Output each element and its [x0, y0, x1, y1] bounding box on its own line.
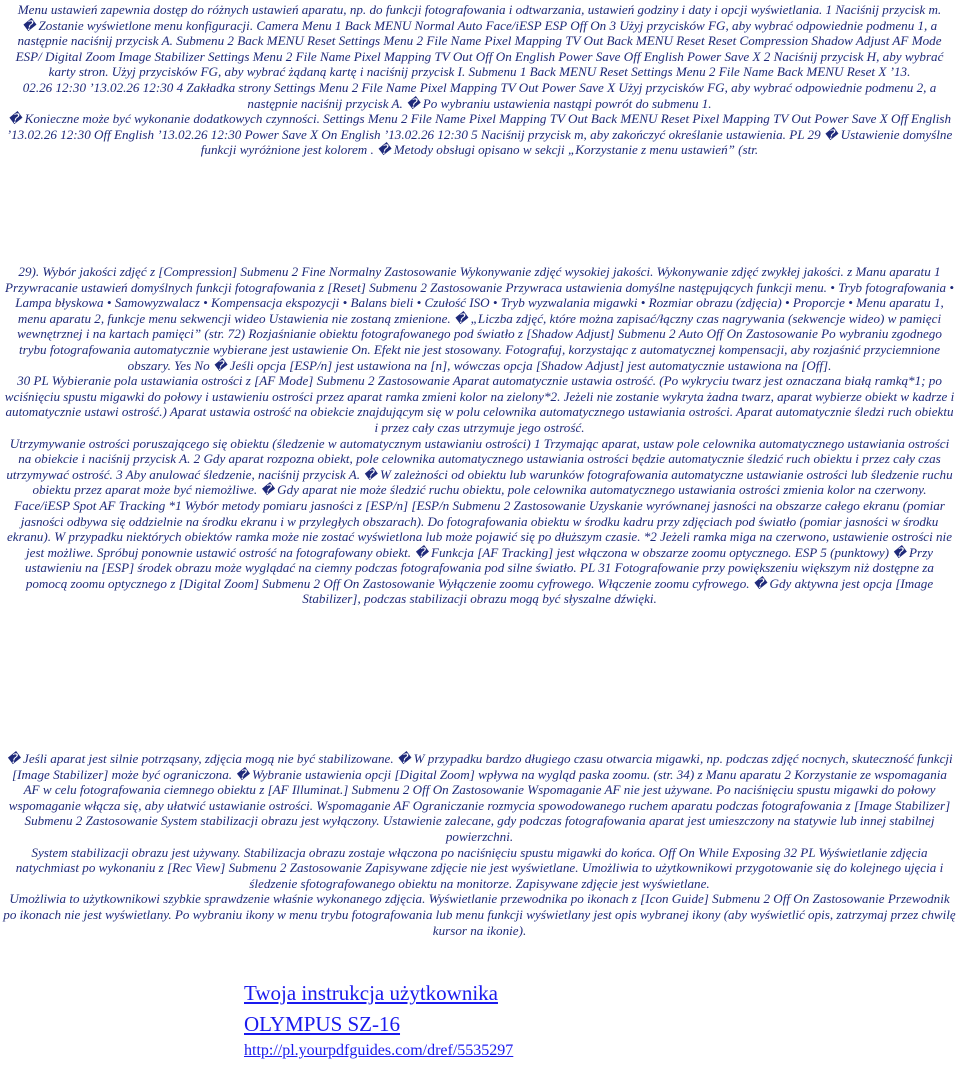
manual-text-top	[3, 2, 956, 158]
source-url-link[interactable]: http://pl.yourpdfguides.com/dref/5535297	[244, 1042, 514, 1059]
paragraph: � Jeśli aparat jest silnie potrząsany, zdjęcia mogą nie być stabilizowane. � W przypadku bardzo długiego czasu otwarcia migawki, np. podczas zdjęć nocnych, skuteczność funkcji [Image Stabilizer] może być ograniczona. � Wybranie ustawienia opcji [Digital Zoom] wpływa na wygląd paska zoomu. (str. 34) z Manu aparatu 2 Korzystanie ze wspomagania AF w celu fotografowania ciemnego obiektu z [AF Illuminat.] Submenu 2 Off On Zastosowanie Wspomaganie AF nie jest używane. Po naciśnięciu spustu migawki do połowy wspomaganie włącza się, aby ułatwić ustawianie ostrości. Wspomaganie AF Ograniczanie rozmycia spowodowanego ruchem aparatu podczas fotografowania z [Image Stabilizer] Submenu 2 Zastosowanie System stabilizacji obrazu jest wyłączony. Ustawienie zalecane, gdy podczas fotografowania aparat jest umieszczony na statywie lub innej stabilnej powierzchni.	[6, 751, 953, 844]
paragraph: System stabilizacji obrazu jest używany. Stabilizacja obrazu zostaje włączona po naciśnięciu spustu migawki do końca. Off On While Exposing 32 PL Wyświetlanie zdjęcia natychmiast po wykonaniu z [Rec View] Submenu 2 Zastosowanie Zapisywane zdjęcie nie jest wyświetlane. Umożliwia to użytkownikowi przygotowanie się do kolejnego ujęcia i śledzenie sfotografowanego obiektu na monitorze. Zapisywane zdjęcie jest wyświetlane.	[15, 844, 944, 891]
paragraph: � Konieczne może być wykonanie dodatkowych czynności. Settings Menu 2 File Name Pixel Mapping TV Out Back MENU Reset Pixel Mapping TV Out Power Save X Off English ’13.02.26 12:30 Off English ’13.02.26 12:30 Power Save X On English ’13.02.26 12:30 5 Naciśnij przycisk m, aby zakończyć określanie ustawienia. PL 29 � Ustawienie domyślne funkcji wyróżnione jest kolorem . � Metody obsługi opisano w sekcji „Korzystanie z menu ustawień” (str.	[6, 111, 953, 158]
paragraph: Menu ustawień zapewnia dostęp do różnych ustawień aparatu, np. do funkcji fotografowania i odtwarzania, ustawień godziny i daty i opcji wyświetlania. 1 Naciśnij przycisk m.	[17, 2, 942, 17]
paragraph: Umożliwia to użytkownikowi szybkie sprawdzenie właśnie wykonanego zdjęcia. Wyświetlanie przewodnika po ikonach z [Icon Guide] Submenu 2 Off On Zastosowanie Przewodnik po ikonach nie jest wyświetlany. Po wybraniu ikony w menu trybu fotografowania lub menu funkcji wyświetlany jest opis wybranej ikony (aby wyświetlić opis, zatrzymaj przez chwilę kursor na ikonie).	[3, 891, 956, 938]
manual-text-middle	[3, 264, 956, 607]
footer-links	[244, 980, 513, 1061]
model-link[interactable]: OLYMPUS SZ-16	[244, 1012, 401, 1036]
manual-title-link[interactable]: Twoja instrukcja użytkownika	[244, 981, 498, 1005]
paragraph: 02.26 12:30 ’13.02.26 12:30 4 Zakładka strony Settings Menu 2 File Name Pixel Mapping TV Out Power Save X Użyj przycisków FG, aby wybrać odpowiednie podmenu 2, a następnie naciśnij przycisk A. � Po wybraniu ustawienia nastąpi powrót do submenu 1.	[22, 79, 937, 111]
paragraph: Utrzymywanie ostrości poruszającego się obiektu (śledzenie w automatycznym ustawianiu ostrości) 1 Trzymając aparat, ustaw pole celownika automatycznego ustawiania ostrości na obiekcie i naciśnij przycisk A. 2 Gdy aparat rozpozna obiekt, pole celownika automatycznego ustawiania ostrości będzie automatycznie śledzić ruch obiektu i przez cały czas utrzymywać ostrość. 3 Aby anulować śledzenie, naciśnij przycisk A. � W zależności od obiektu lub warunków fotografowania automatyczne ustawianie ostrości lub śledzenie ruchu obiektu przez aparat może być niemożliwe. � Gdy aparat nie może śledzić ruchu obiektu, pole celownika automatycznego ustawiania ostrości zmienia kolor na czerwony.	[6, 435, 953, 498]
manual-text-bottom	[3, 751, 956, 938]
paragraph: 30 PL Wybieranie pola ustawiania ostrości z [AF Mode] Submenu 2 Zastosowanie Aparat automatycznie ustawia ostrość. (Po wykryciu twarz jest oznaczana białą ramką*1; po wciśnięciu spustu migawki do połowy i ustawieniu ostrości przez aparat ramka zmieni kolor na zielony*2. Jeżeli nie zostanie wykryta żadna twarz, aparat wybierze obiekt w kadrze i automatycznie ustawi ostrość.) Aparat ustawia ostrość na obiekcie znajdującym się w polu celownika automatycznego ustawiania ostrości. Aparat automatycznie śledzi ruch obiektu i przez cały czas utrzymuje jego ostrość.	[4, 373, 955, 435]
paragraph: 29). Wybór jakości zdjęć z [Compression] Submenu 2 Fine Normalny Zastosowanie Wykonywanie zdjęć wysokiej jakości. Wykonywanie zdjęć zwykłej jakości. z Manu aparatu 1 Przywracanie ustawień domyślnych funkcji fotografowania z [Reset] Submenu 2 Zastosowanie Przywraca ustawienia domyślne następujących funkcji menu. • Tryb fotografowania • Lampa błyskowa • Samowyzwalacz • Kompensacja ekspozycji • Balans bieli • Czułość ISO • Tryb wyzwalania migawki • Rozmiar obrazu (zdjęcia) • Proporcje • Menu aparatu 1, menu aparatu 2, funkcje menu sekwencji wideo Ustawienia nie zostaną zmienione. � „Liczba zdjęć, które można zapisać/łączny czas nagrywania (sekwencje wideo) w pamięci wewnętrznej i na kartach pamięci” (str. 72) Rozjaśnianie obiektu fotografowanego pod światło z [Shadow Adjust] Submenu 2 Auto Off On Zastosowanie Po wybraniu zgodnego trybu fotografowania automatycznie wybierane jest ustawienie On. Efekt nie jest stosowany. Fotografuj, korzystając z automatycznej kompensacji, aby rozjaśnić przyciemnione obszary. Yes No � Jeśli opcja [ESP/n] jest ustawiona na [n], wówczas opcja [Shadow Adjust] jest automatycznie ustawiona na [Off].	[5, 264, 954, 373]
paragraph: Face/iESP Spot AF Tracking *1 Wybór metody pomiaru jasności z [ESP/n] [ESP/n Submenu 2 Zastosowanie Uzyskanie wyrównanej jasności na obszarze całego ekranu (pomiar jasności odbywa się oddzielnie na środku ekranu i w przyległych obszarach). Do fotografowania obiektu w środku kadru przy zdjęciach pod światło (pomiar jasności w środku ekranu). W przypadku niektórych obiektów ramka może nie zostać wyświetlona lub może pojawić się po dłuższym czasie. *2 Jeżeli ramka miga na czerwono, ustawienie ostrości nie jest możliwe. Spróbuj ponownie ustawić ostrość na fotografowany obiekt. � Funkcja [AF Tracking] jest włączona w obszarze zoomu optycznego. ESP 5 (punktowy) � Przy ustawieniu na [ESP] środek obrazu może wyglądać na ciemny podczas fotografowania pod silne światło. PL 31 Fotografowanie przy powiększeniu większym niż dostępne za pomocą zoomu optycznego z [Digital Zoom] Submenu 2 Off On Zastosowanie Wyłączenie zoomu cyfrowego. Włączenie zoomu cyfrowego. � Gdy aktywna jest opcja [Image Stabilizer], podczas stabilizacji obrazu mogą być słyszalne dźwięki.	[6, 497, 953, 607]
paragraph: � Zostanie wyświetlone menu konfiguracji. Camera Menu 1 Back MENU Normal Auto Face/iESP ESP Off On 3 Użyj przycisków FG, aby wybrać odpowiednie podmenu 1, a następnie naciśnij przycisk A. Submenu 2 Back MENU Reset Settings Menu 2 File Name Pixel Mapping TV Out Back MENU Reset Reset Compression Shadow Adjust AF Mode ESP/ Digital Zoom Image Stabilizer Settings Menu 2 File Name Pixel Mapping TV Out Off On English Power Save Off English Power Save X 2 Naciśnij przycisk H, aby wybrać karty stron. Użyj przycisków FG, aby wybrać żądaną kartę i naciśnij przycisk I. Submenu 1 Back MENU Reset Settings Menu 2 File Name Back MENU Reset X ’13.	[15, 17, 944, 80]
